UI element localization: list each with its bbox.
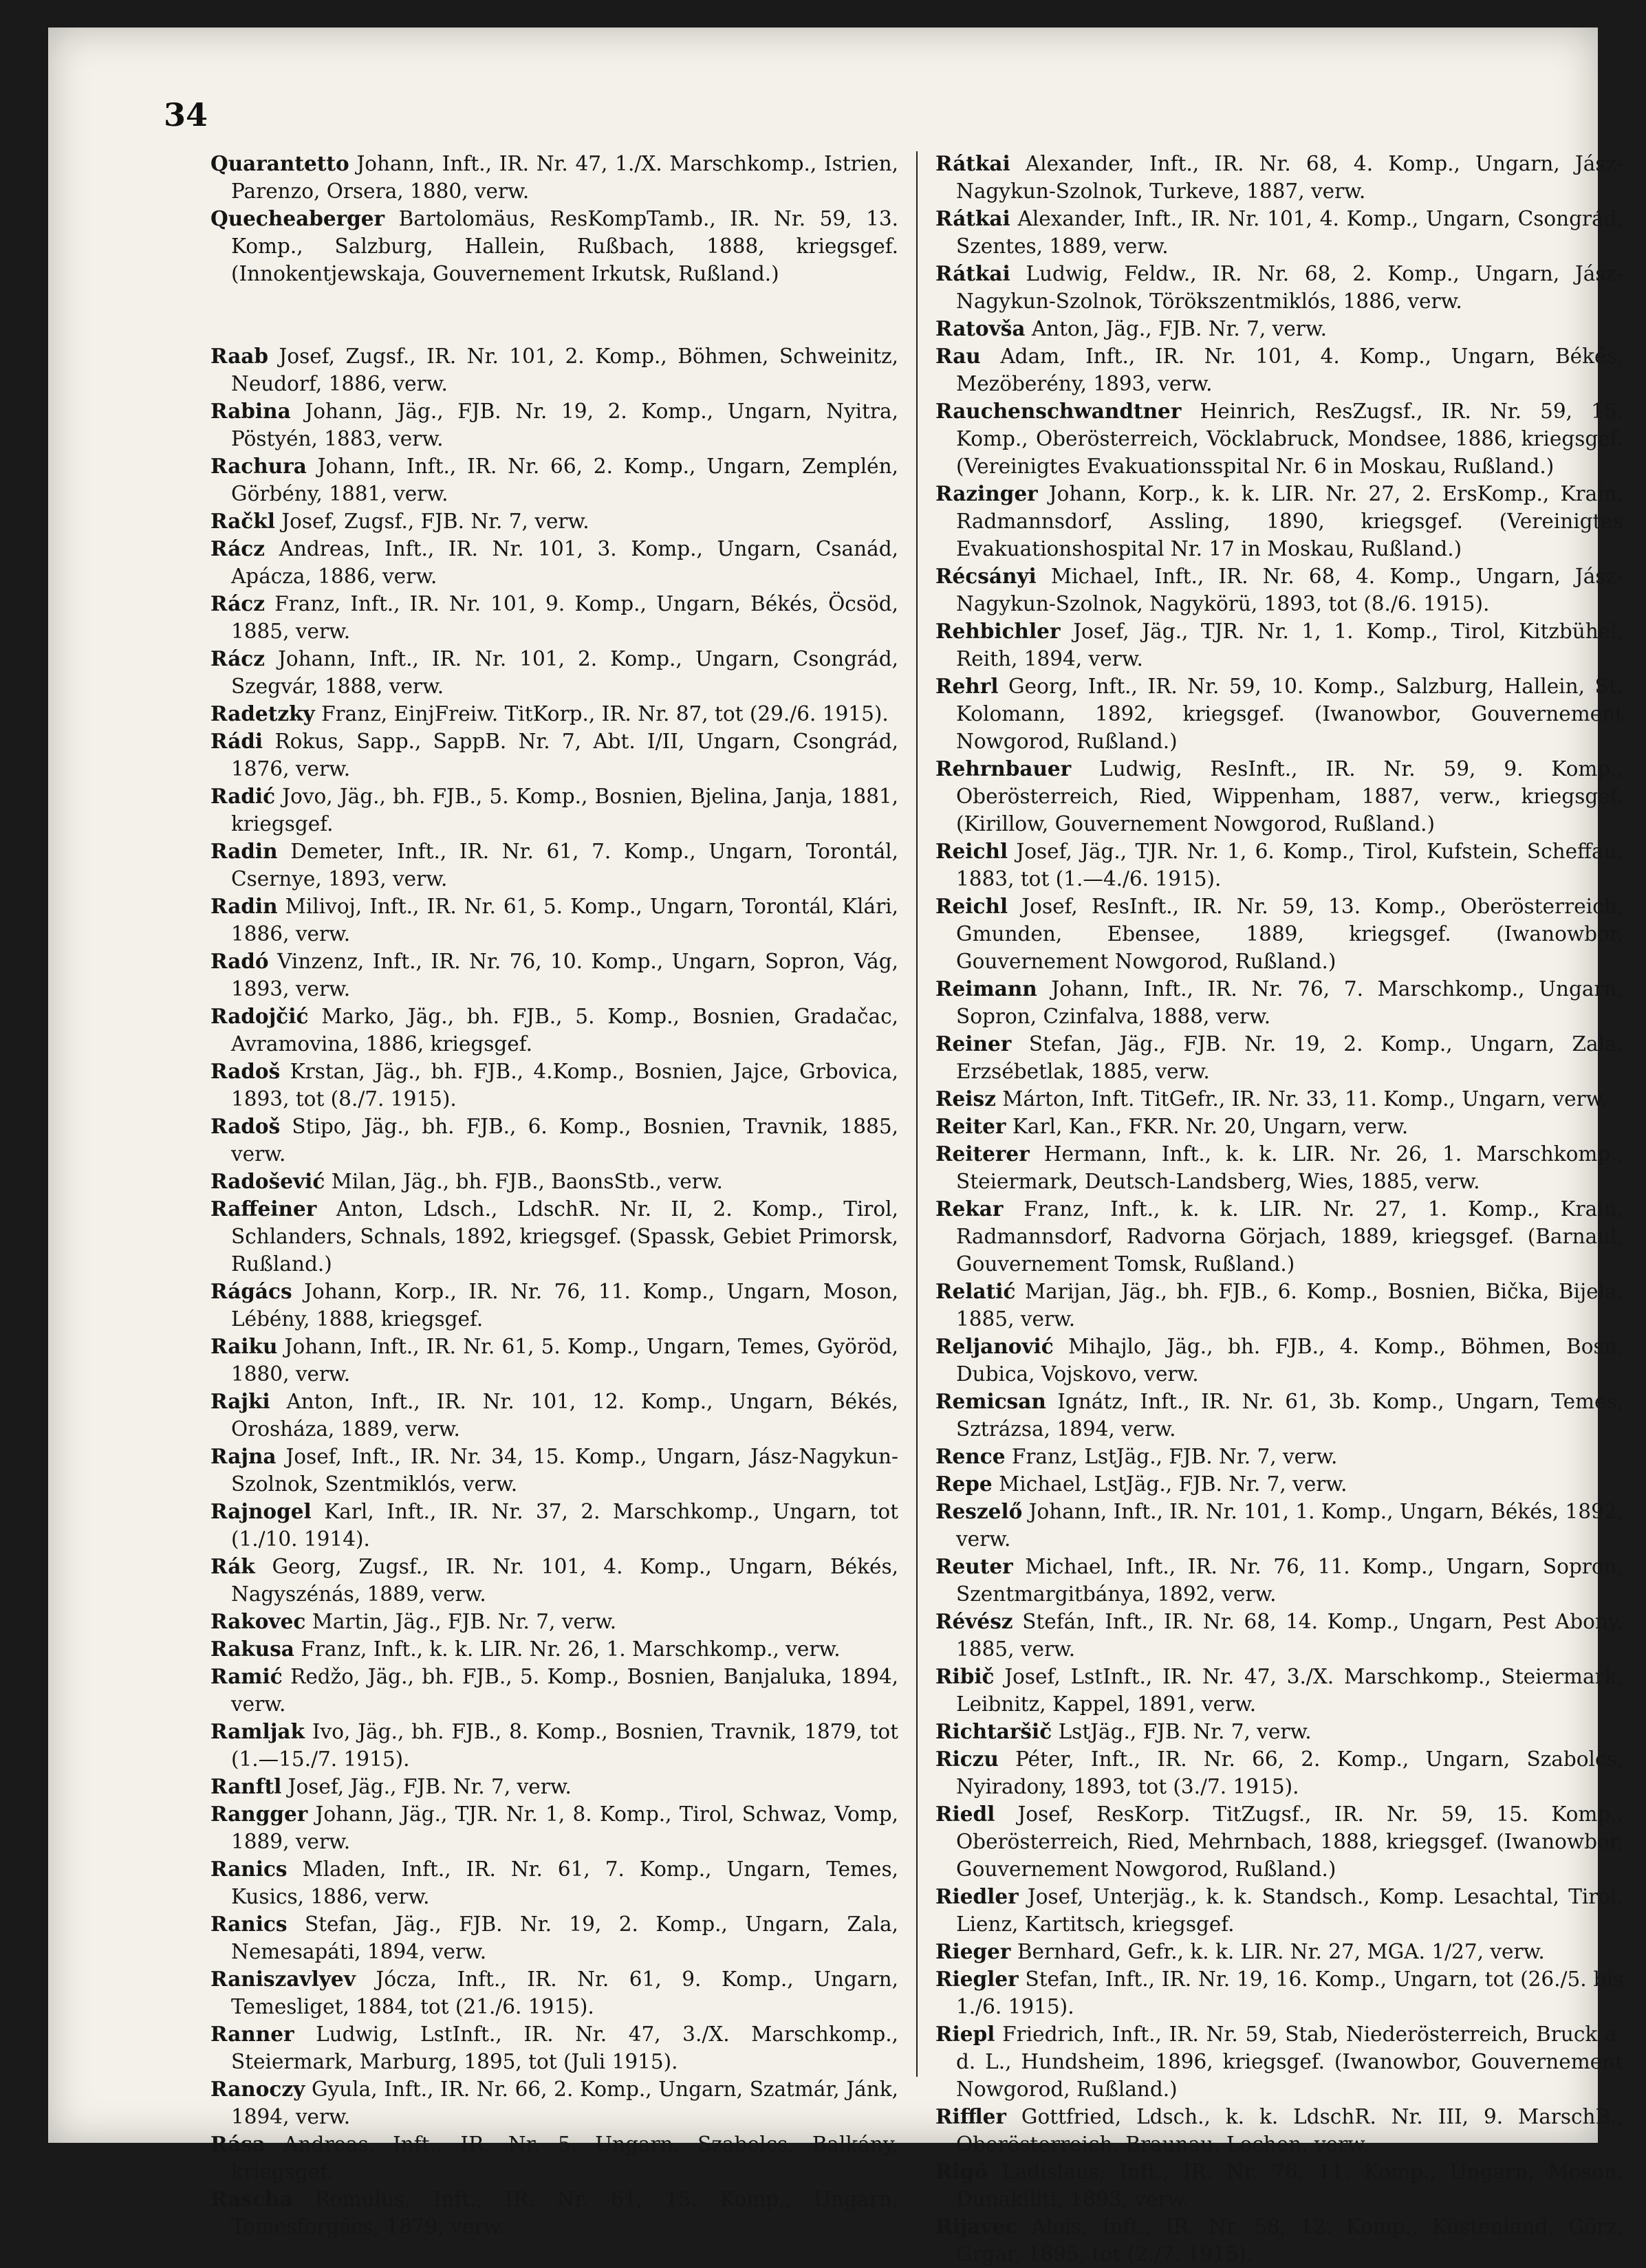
entry-surname: Reuter bbox=[935, 1554, 1013, 1578]
entry-surname: Rajna bbox=[210, 1444, 277, 1468]
entry-surname: Rabina bbox=[210, 399, 291, 423]
directory-entry bbox=[210, 893, 898, 948]
directory-entry bbox=[210, 205, 898, 287]
directory-entry bbox=[210, 1910, 898, 1965]
directory-entry bbox=[935, 260, 1623, 315]
entry-surname: Rascha bbox=[210, 2187, 293, 2211]
directory-entry bbox=[935, 397, 1623, 480]
directory-entry bbox=[210, 1553, 898, 1608]
entry-surname: Radetzky bbox=[210, 701, 315, 726]
entry-surname: Rajnogel bbox=[210, 1499, 312, 1523]
directory-entry bbox=[935, 755, 1623, 838]
directory-entry bbox=[210, 728, 898, 783]
directory-entry bbox=[210, 1773, 898, 1800]
entry-details: Demeter, Inft., IR. Nr. 61, 7. Komp., Ungarn, Torontál, Csernye, 1893, verw. bbox=[231, 840, 898, 891]
directory-entry bbox=[210, 590, 898, 645]
entry-details: Georg, Inft., IR. Nr. 59, 10. Komp., Salzburg, Hallein, St. Kolomann, 1892, kriegsgef. (Iwanowbor, Gouvernement Nowgorod, Rußland.) bbox=[956, 675, 1623, 753]
directory-entry bbox=[935, 315, 1623, 342]
directory-entry bbox=[210, 1718, 898, 1773]
entry-details: Mladen, Inft., IR. Nr. 61, 7. Komp., Ungarn, Temes, Kusics, 1886, verw. bbox=[231, 1857, 898, 1908]
directory-entry bbox=[935, 1800, 1623, 1883]
directory-entry bbox=[210, 397, 898, 452]
directory-entry bbox=[935, 673, 1623, 755]
entry-details: Johann, Inft., IR. Nr. 61, 5. Komp., Ungarn, Temes, Györöd, 1880, verw. bbox=[231, 1335, 898, 1386]
directory-entry bbox=[935, 150, 1623, 205]
entry-surname: Rehrl bbox=[935, 674, 999, 698]
directory-entry bbox=[210, 1635, 898, 1663]
entry-surname: Rakusa bbox=[210, 1637, 294, 1661]
entry-details: Péter, Inft., IR. Nr. 66, 2. Komp., Ungarn, Szabolcs, Nyiradony, 1893, tot (3./7. 1915). bbox=[956, 1747, 1623, 1798]
entry-details: Rokus, Sapp., SappB. Nr. 7, Abt. I/II, Ungarn, Csongrád, 1876, verw. bbox=[231, 730, 898, 781]
entry-details: Josef, Zugsf., FJB. Nr. 7, verw. bbox=[281, 510, 589, 533]
directory-entry bbox=[210, 1855, 898, 1910]
entry-surname: Ranics bbox=[210, 1912, 288, 1936]
entry-surname: Ramljak bbox=[210, 1719, 305, 1743]
entry-details: Franz, Inft., k. k. LIR. Nr. 26, 1. Marschkomp., verw. bbox=[301, 1637, 841, 1661]
directory-entry bbox=[935, 1388, 1623, 1443]
entry-details: Marko, Jäg., bh. FJB., 5. Komp., Bosnien, Gradačac, Avramovina, 1886, kriegsgef. bbox=[231, 1005, 898, 1056]
entry-details: Marijan, Jäg., bh. FJB., 6. Komp., Bosnien, Bička, Bijela, 1885, verw. bbox=[956, 1280, 1623, 1331]
directory-entry bbox=[210, 452, 898, 508]
entry-surname: Ranftl bbox=[210, 1774, 282, 1798]
directory-entry bbox=[210, 838, 898, 893]
entry-surname: Reiner bbox=[935, 1032, 1012, 1056]
entry-details: Milan, Jäg., bh. FJB., BaonsStb., verw. bbox=[331, 1170, 723, 1193]
entry-details: Michael, Inft., IR. Nr. 76, 11. Komp., Ungarn, Sopron, Szentmargitbánya, 1892, verw. bbox=[956, 1555, 1623, 1606]
entry-surname: Reichl bbox=[935, 894, 1008, 918]
directory-entry bbox=[935, 2020, 1623, 2103]
entry-details: Josef, ResInft., IR. Nr. 59, 13. Komp., Oberösterreich, Gmunden, Ebensee, 1889, kriegsgef. (Iwanowbor, Gouvernement Nowgorod, Rußland.) bbox=[956, 895, 1623, 973]
entry-details: Romulus, Inft., IR. Nr. 61, 15. Komp., Ungarn, Temesforgács, 1879, verw. bbox=[231, 2188, 898, 2238]
entry-surname: Ribič bbox=[935, 1664, 995, 1688]
entry-surname: Rauchenschwandtner bbox=[935, 399, 1182, 423]
entry-surname: Radić bbox=[210, 784, 276, 808]
directory-entry bbox=[935, 618, 1623, 673]
page-number: 34 bbox=[164, 96, 208, 133]
entry-surname: Rehbichler bbox=[935, 619, 1061, 643]
directory-entry bbox=[935, 1195, 1623, 1278]
directory-entry bbox=[935, 1608, 1623, 1663]
entry-surname: Reiter bbox=[935, 1114, 1006, 1138]
section-gap bbox=[210, 287, 898, 342]
entry-details: Andreas, Inft., IR. Nr. 5, Ungarn, Szabolcs, Balkány, kriegsgef. bbox=[231, 2133, 898, 2183]
entry-details: Johann, Jäg., FJB. Nr. 19, 2. Komp., Ungarn, Nyitra, Pöstyén, 1883, verw. bbox=[231, 400, 898, 450]
entry-details: Johann, Inft., IR. Nr. 66, 2. Komp., Ungarn, Zemplén, Görbény, 1881, verw. bbox=[231, 455, 898, 505]
directory-entry bbox=[210, 1058, 898, 1113]
entry-surname: Riczu bbox=[935, 1747, 999, 1771]
entry-details: Martin, Jäg., FJB. Nr. 7, verw. bbox=[312, 1610, 617, 1633]
directory-entry bbox=[935, 1443, 1623, 1470]
entry-surname: Rácz bbox=[210, 646, 266, 670]
directory-entry bbox=[210, 1388, 898, 1443]
entry-details: Johann, Jäg., TJR. Nr. 1, 8. Komp., Tirol, Schwaz, Vomp, 1889, verw. bbox=[231, 1802, 898, 1853]
entry-surname: Reszelő bbox=[935, 1499, 1023, 1523]
entry-surname: Quecheaberger bbox=[210, 206, 385, 230]
directory-entry bbox=[210, 1608, 898, 1635]
directory-entry bbox=[210, 1003, 898, 1058]
directory-entry bbox=[210, 1195, 898, 1278]
entry-surname: Raffeiner bbox=[210, 1197, 317, 1221]
entry-details: LstJäg., FJB. Nr. 7, verw. bbox=[1058, 1720, 1312, 1743]
entry-details: Josef, Unterjäg., k. k. Standsch., Komp. Lesachtal, Tirol, Lienz, Kartitsch, kriegsgef. bbox=[956, 1885, 1623, 1936]
entry-surname: Rása bbox=[210, 2132, 266, 2156]
directory-entry bbox=[935, 1965, 1623, 2020]
entry-surname: Rádi bbox=[210, 729, 263, 753]
entry-details: Georg, Zugsf., IR. Nr. 101, 4. Komp., Ungarn, Békés, Nagyszénás, 1889, verw. bbox=[231, 1555, 898, 1606]
entry-details: Ludwig, LstInft., IR. Nr. 47, 3./X. Marschkomp., Steiermark, Marburg, 1895, tot (Juli 1915). bbox=[231, 2022, 898, 2073]
directory-entry bbox=[935, 1278, 1623, 1333]
directory-entry bbox=[210, 1113, 898, 1168]
entry-surname: Reiterer bbox=[935, 1142, 1030, 1166]
directory-entry bbox=[935, 1718, 1623, 1745]
entry-surname: Radó bbox=[210, 949, 269, 973]
entry-details: Josef, Jäg., FJB. Nr. 7, verw. bbox=[288, 1775, 572, 1798]
entry-details: Franz, Inft., k. k. LIR. Nr. 27, 1. Komp., Krain, Radmannsdorf, Radvorna Görjach, 1889, kriegsgef. (Barnaul, Gouvernement Tomsk, Rußland.) bbox=[956, 1197, 1623, 1276]
directory-entry bbox=[935, 1553, 1623, 1608]
entry-surname: Raab bbox=[210, 344, 269, 368]
entry-details: Johann, Inft., IR. Nr. 47, 1./X. Marschkomp., Istrien, Parenzo, Orsera, 1880, verw. bbox=[231, 152, 898, 203]
entry-surname: Ranoczy bbox=[210, 2077, 305, 2101]
directory-entry bbox=[935, 838, 1623, 893]
entry-details: Redžo, Jäg., bh. FJB., 5. Komp., Bosnien, Banjaluka, 1894, verw. bbox=[231, 1665, 898, 1716]
entry-surname: Quarantetto bbox=[210, 151, 349, 175]
entry-surname: Repe bbox=[935, 1472, 993, 1496]
entry-details: Josef, Inft., IR. Nr. 34, 15. Komp., Ungarn, Jász-Nagykun-Szolnok, Szentmiklós, verw. bbox=[231, 1445, 898, 1496]
entry-surname: Reichl bbox=[935, 839, 1008, 863]
directory-entry bbox=[210, 342, 898, 397]
entry-surname: Riedler bbox=[935, 1884, 1019, 1908]
entry-details: Johann, Korp., IR. Nr. 76, 11. Komp., Ungarn, Moson, Lébény, 1888, kriegsgef. bbox=[231, 1280, 898, 1331]
entry-surname: Rácz bbox=[210, 536, 266, 560]
entry-surname: Rátkai bbox=[935, 151, 1010, 175]
entry-surname: Raiku bbox=[210, 1334, 278, 1358]
directory-entry bbox=[935, 2158, 1623, 2213]
entry-details: Johann, Inft., IR. Nr. 101, 1. Komp., Ungarn, Békés, 1892, verw. bbox=[956, 1500, 1623, 1551]
entry-surname: Reisz bbox=[935, 1087, 996, 1111]
directory-entry bbox=[935, 1030, 1623, 1085]
entry-details: Ignátz, Inft., IR. Nr. 61, 3b. Komp., Ungarn, Temes, Sztrázsa, 1894, verw. bbox=[956, 1390, 1623, 1441]
entry-surname: Révész bbox=[935, 1609, 1013, 1633]
entry-surname: Ranics bbox=[210, 1857, 288, 1881]
entry-details: Michael, LstJäg., FJB. Nr. 7, verw. bbox=[999, 1472, 1347, 1496]
entry-details: Karl, Kan., FKR. Nr. 20, Ungarn, verw. bbox=[1012, 1115, 1409, 1138]
entry-details: Josef, Zugsf., IR. Nr. 101, 2. Komp., Böhmen, Schweinitz, Neudorf, 1886, verw. bbox=[231, 345, 898, 395]
directory-entry bbox=[935, 2103, 1623, 2158]
directory-entry bbox=[210, 508, 898, 535]
right-column bbox=[935, 150, 1624, 2266]
entry-surname: Rakovec bbox=[210, 1609, 306, 1633]
entry-details: Josef, Jäg., TJR. Nr. 1, 6. Komp., Tirol, Kufstein, Scheffau, 1883, tot (1.—4./6. 1915). bbox=[956, 840, 1623, 891]
entry-details: Johann, Inft., IR. Nr. 101, 2. Komp., Ungarn, Csongrád, Szegvár, 1888, verw. bbox=[231, 647, 898, 698]
entry-surname: Rachura bbox=[210, 454, 307, 478]
entry-details: Stipo, Jäg., bh. FJB., 6. Komp., Bosnien, Travnik, 1885, verw. bbox=[231, 1115, 898, 1166]
directory-entry bbox=[935, 1883, 1623, 1938]
entry-details: Jócza, Inft., IR. Nr. 61, 9. Komp., Ungarn, Temesliget, 1884, tot (21./6. 1915). bbox=[231, 1967, 898, 2018]
entry-details: Jovo, Jäg., bh. FJB., 5. Komp., Bosnien, Bjelina, Janja, 1881, kriegsgef. bbox=[231, 785, 898, 836]
directory-entry bbox=[210, 1965, 898, 2020]
directory-entry bbox=[935, 563, 1623, 618]
entry-details: Bartolomäus, ResKompTamb., IR. Nr. 59, 13. Komp., Salzburg, Hallein, Rußbach, 1888, kriegsgef. (Innokentjewskaja, Gouvernement Irkutsk, Rußland.) bbox=[231, 207, 898, 285]
entry-surname: Riepl bbox=[935, 2022, 995, 2046]
entry-surname: Récsányi bbox=[935, 564, 1037, 588]
entry-details: Franz, Inft., IR. Nr. 101, 9. Komp., Ungarn, Békés, Öcsöd, 1885, verw. bbox=[231, 592, 898, 643]
entry-details: Stefan, Jäg., FJB. Nr. 19, 2. Komp., Ungarn, Zala, Nemesapáti, 1894, verw. bbox=[231, 1912, 898, 1963]
entry-surname: Ramić bbox=[210, 1664, 283, 1688]
entry-surname: Relatić bbox=[935, 1279, 1016, 1303]
entry-details: Friedrich, Inft., IR. Nr. 59, Stab, Niederösterreich, Bruck a. d. L., Hundsheim, 1896, kriegsgef. (Iwanowbor, Gouvernement Nowgorod, Rußland.) bbox=[956, 2022, 1623, 2101]
scanned-page bbox=[48, 28, 1624, 2266]
entry-surname: Rátkai bbox=[935, 206, 1010, 230]
entry-surname: Rehrnbauer bbox=[935, 756, 1072, 781]
directory-entry bbox=[935, 1140, 1623, 1195]
entry-details: Stefan, Inft., IR. Nr. 19, 16. Komp., Ungarn, tot (26./5. bis 1./6. 1915). bbox=[956, 1967, 1623, 2018]
entry-surname: Rácz bbox=[210, 591, 266, 615]
entry-details: Gyula, Inft., IR. Nr. 66, 2. Komp., Ungarn, Szatmár, Jánk, 1894, verw. bbox=[231, 2078, 898, 2128]
directory-entry bbox=[210, 700, 898, 728]
directory-entry bbox=[935, 2213, 1623, 2268]
entry-surname: Richtaršič bbox=[935, 1719, 1052, 1743]
entry-details: Krstan, Jäg., bh. FJB., 4.Komp., Bosnien, Jajce, Grbovica, 1893, tot (8./7. 1915). bbox=[231, 1060, 898, 1111]
entry-surname: Riegler bbox=[935, 1967, 1019, 1991]
column-divider bbox=[916, 151, 918, 2077]
entry-surname: Radin bbox=[210, 839, 278, 863]
entry-details: Johann, Korp., k. k. LIR. Nr. 27, 2. ErsKomp., Krain, Radmannsdorf, Assling, 1890, kriegsgef. (Vereinigtes Evakuationshospital Nr. 17 in Moskau, Rußland.) bbox=[956, 482, 1623, 560]
directory-entry bbox=[935, 1938, 1623, 1965]
entry-surname: Rijavec bbox=[935, 2214, 1018, 2238]
entry-surname: Rágács bbox=[210, 1279, 292, 1303]
entry-surname: Rekar bbox=[935, 1197, 1004, 1221]
entry-surname: Rau bbox=[935, 344, 981, 368]
directory-entry bbox=[210, 948, 898, 1003]
entry-details: Anton, Ldsch., LdschR. Nr. II, 2. Komp., Tirol, Schlanders, Schnals, 1892, kriegsgef. (Spassk, Gebiet Primorsk, Rußland.) bbox=[231, 1197, 898, 1276]
directory-entry bbox=[210, 2020, 898, 2075]
entry-details: Andreas, Inft., IR. Nr. 101, 3. Komp., Ungarn, Csanád, Apácza, 1886, verw. bbox=[231, 537, 898, 588]
entry-surname: Razinger bbox=[935, 481, 1038, 505]
directory-entry bbox=[935, 1113, 1623, 1140]
directory-entry bbox=[210, 1498, 898, 1553]
entry-surname: Reljanović bbox=[935, 1334, 1054, 1358]
directory-entry bbox=[210, 150, 898, 205]
entry-surname: Raniszavlyev bbox=[210, 1967, 356, 1991]
entry-details: Franz, EinjFreiw. TitKorp., IR. Nr. 87, tot (29./6. 1915). bbox=[321, 702, 889, 726]
directory-entry bbox=[210, 1278, 898, 1333]
entry-surname: Remicsan bbox=[935, 1389, 1046, 1413]
left-column bbox=[210, 150, 898, 2238]
entry-details: Milivoj, Inft., IR. Nr. 61, 5. Komp., Ungarn, Torontál, Klári, 1886, verw. bbox=[231, 895, 898, 946]
entry-details: Stefan, Jäg., FJB. Nr. 19, 2. Komp., Ungarn, Zala, Erzsébetlak, 1885, verw. bbox=[956, 1032, 1623, 1083]
directory-entry bbox=[935, 480, 1623, 563]
entry-details: Michael, Inft., IR. Nr. 68, 4. Komp., Ungarn, Jász-Nagykun-Szolnok, Nagykörü, 1893, tot (8./6. 1915). bbox=[956, 565, 1623, 615]
entry-surname: Riedl bbox=[935, 1802, 995, 1826]
entry-details: Gottfried, Ldsch., k. k. LdschR. Nr. III, 9. MarschB., Oberösterreich, Braunau, Lochen, verw. bbox=[956, 2105, 1623, 2156]
entry-surname: Rigó bbox=[935, 2159, 988, 2183]
directory-entry bbox=[210, 2075, 898, 2130]
directory-entry bbox=[935, 975, 1623, 1030]
entry-surname: Račkl bbox=[210, 509, 275, 533]
directory-entry bbox=[935, 1085, 1623, 1113]
directory-entry bbox=[210, 1333, 898, 1388]
entry-surname: Rák bbox=[210, 1554, 255, 1578]
directory-entry bbox=[935, 893, 1623, 975]
directory-entry bbox=[210, 783, 898, 838]
directory-entry bbox=[210, 1800, 898, 1855]
entry-details: Anton, Inft., IR. Nr. 101, 12. Komp., Ungarn, Békés, Orosháza, 1889, verw. bbox=[231, 1390, 898, 1441]
directory-entry bbox=[210, 2185, 898, 2240]
directory-entry bbox=[210, 1168, 898, 1195]
entry-surname: Radoš bbox=[210, 1114, 281, 1138]
directory-entry bbox=[935, 1663, 1623, 1718]
entry-surname: Rence bbox=[935, 1444, 1006, 1468]
entry-details: Mihajlo, Jäg., bh. FJB., 4. Komp., Böhmen, Bosn. Dubica, Vojskovo, verw. bbox=[956, 1335, 1623, 1386]
entry-details: Josef, LstInft., IR. Nr. 47, 3./X. Marschkomp., Steiermark, Leibnitz, Kappel, 1891, verw. bbox=[956, 1665, 1623, 1716]
entry-details: Ludwig, ResInft., IR. Nr. 59, 9. Komp., Oberösterreich, Ried, Wippenham, 1887, verw., kriegsgef. (Kirillow, Gouvernement Nowgorod, Rußland.) bbox=[956, 757, 1623, 836]
entry-details: Johann, Inft., IR. Nr. 76, 7. Marschkomp., Ungarn, Sopron, Czinfalva, 1888, verw. bbox=[956, 977, 1623, 1028]
directory-entry bbox=[210, 1443, 898, 1498]
entry-details: Bernhard, Gefr., k. k. LIR. Nr. 27, MGA. 1/27, verw. bbox=[1017, 1940, 1545, 1963]
entry-details: Ivo, Jäg., bh. FJB., 8. Komp., Bosnien, Travnik, 1879, tot (1.—15./7. 1915). bbox=[231, 1720, 898, 1771]
entry-surname: Riffler bbox=[935, 2104, 1006, 2128]
entry-details: Karl, Inft., IR. Nr. 37, 2. Marschkomp., Ungarn, tot (1./10. 1914). bbox=[231, 1500, 898, 1551]
directory-entry bbox=[210, 645, 898, 700]
directory-entry bbox=[935, 1333, 1623, 1388]
entry-details: Heinrich, ResZugsf., IR. Nr. 59, 15. Komp., Oberösterreich, Vöcklabruck, Mondsee, 1886, kriegsgef. (Vereinigtes Evakuationsspital Nr. 6 in Moskau, Rußland.) bbox=[956, 400, 1623, 478]
entry-details: Adam, Inft., IR. Nr. 101, 4. Komp., Ungarn, Békés, Mezöberény, 1893, verw. bbox=[956, 345, 1623, 395]
entry-surname: Radošević bbox=[210, 1169, 325, 1193]
entry-details: Ladislaus, Inft., IR. Nr. 76, 11. Komp., Ungarn, Moson, Dunakiliti, 1893, verw. bbox=[956, 2160, 1623, 2211]
entry-surname: Rátkai bbox=[935, 261, 1010, 285]
entry-details: Hermann, Inft., k. k. LIR. Nr. 26, 1. Marschkomp., Steiermark, Deutsch-Landsberg, Wies, 1885, verw. bbox=[956, 1142, 1624, 1193]
entry-details: Vinzenz, Inft., IR. Nr. 76, 10. Komp., Ungarn, Sopron, Vág, 1893, verw. bbox=[231, 950, 898, 1001]
entry-details: Josef, Jäg., TJR. Nr. 1, 1. Komp., Tirol, Kitzbühel, Reith, 1894, verw. bbox=[956, 620, 1623, 670]
directory-entry bbox=[935, 205, 1623, 260]
directory-entry bbox=[210, 2130, 898, 2185]
entry-details: Alois, Inft., IR. Nr. 58, 12. Komp., Küstenland, Görz, Grgar, 1895, tot (2./7. 1915). bbox=[956, 2215, 1623, 2266]
entry-details: Stefán, Inft., IR. Nr. 68, 14. Komp., Ungarn, Pest Abony, 1885, verw. bbox=[956, 1610, 1623, 1661]
entry-surname: Reimann bbox=[935, 977, 1037, 1001]
entry-details: Josef, ResKorp. TitZugsf., IR. Nr. 59, 15. Komp., Oberösterreich, Ried, Mehrnbach, 1888, kriegsgef. (Iwanowbor, Gouvernement Nowgorod, Rußland.) bbox=[956, 1802, 1623, 1881]
entry-details: Alexander, Inft., IR. Nr. 101, 4. Komp., Ungarn, Csongrád, Szentes, 1889, verw. bbox=[956, 207, 1623, 258]
directory-entry bbox=[210, 535, 898, 590]
entry-details: Márton, Inft. TitGefr., IR. Nr. 33, 11. Komp., Ungarn, verw. bbox=[1002, 1087, 1607, 1111]
entry-details: Ludwig, Feldw., IR. Nr. 68, 2. Komp., Ungarn, Jász-Nagykun-Szolnok, Törökszentmiklós, 1886, verw. bbox=[956, 262, 1623, 313]
entry-surname: Ratovša bbox=[935, 316, 1026, 340]
directory-entry bbox=[935, 1470, 1623, 1498]
entry-surname: Radin bbox=[210, 894, 278, 918]
entry-details: Franz, LstJäg., FJB. Nr. 7, verw. bbox=[1011, 1445, 1338, 1468]
directory-entry bbox=[935, 1745, 1623, 1800]
entry-surname: Radoš bbox=[210, 1059, 281, 1083]
entry-surname: Rajki bbox=[210, 1389, 270, 1413]
directory-entry bbox=[935, 342, 1623, 397]
directory-entry bbox=[210, 1663, 898, 1718]
entry-details: Anton, Jäg., FJB. Nr. 7, verw. bbox=[1031, 317, 1328, 340]
entry-details: Alexander, Inft., IR. Nr. 68, 4. Komp., Ungarn, Jász-Nagykun-Szolnok, Turkeve, 1887, verw. bbox=[956, 152, 1623, 203]
entry-surname: Rangger bbox=[210, 1802, 308, 1826]
directory-entry bbox=[935, 1498, 1623, 1553]
entry-surname: Rieger bbox=[935, 1939, 1011, 1963]
entry-surname: Radojčić bbox=[210, 1004, 309, 1028]
entry-surname: Ranner bbox=[210, 2022, 294, 2046]
